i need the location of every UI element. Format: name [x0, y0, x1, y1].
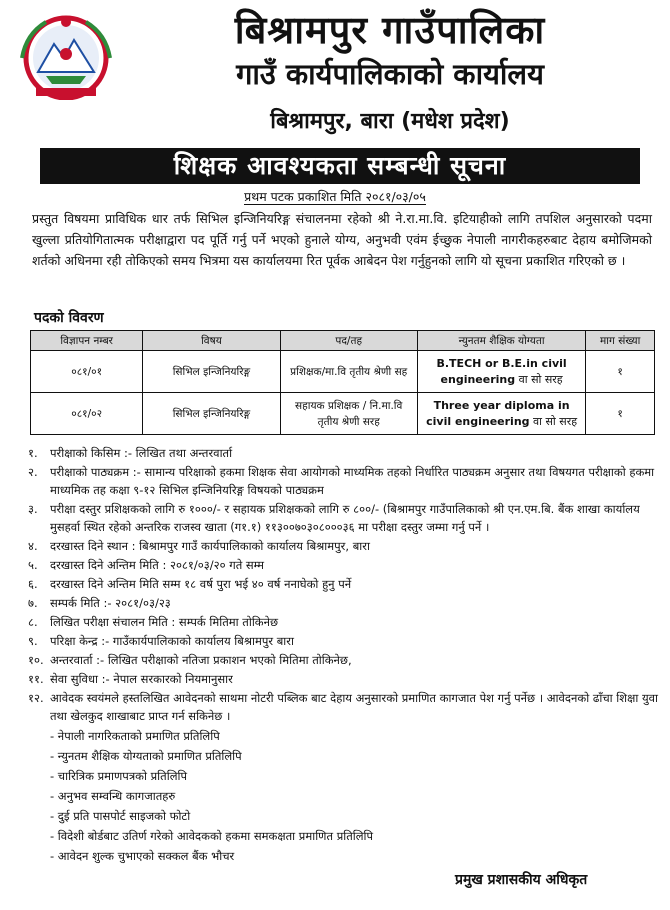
- list-item: ९. परिक्षा केन्द्र :- गाउँकार्यपालिकाको कार्यालय बिश्रामपुर बारा: [28, 634, 294, 648]
- list-item: ५. दरखास्त दिने अन्तिम मिति : २०८१/०३/२० गते सम्म: [28, 558, 264, 572]
- required-documents-list: [50, 726, 658, 866]
- position-cell: प्रशिक्षक/मा.वि तृतीय श्रेणी सह: [280, 351, 417, 393]
- document-item: - नेपाली नागरिकताको प्रमाणित प्रतिलिपि: [50, 729, 220, 743]
- list-item: ६. दरखास्त दिने अन्तिम मिति सम्म १८ वर्ष पुरा भई ४० वर्ष ननाघेको हुनु पर्ने: [28, 577, 352, 591]
- qualification-cell: Three year diploma in civil engineering वा सो सरह: [417, 393, 585, 435]
- posts-section-title: पदको विवरण: [34, 310, 104, 326]
- ad-number-cell: ०८१/०१: [31, 351, 143, 393]
- column-header: पद/तह: [280, 331, 417, 351]
- column-header: विज्ञापन नम्बर: [31, 331, 143, 351]
- list-item: ४. दरखास्त दिने स्थान : बिश्रामपुर गाउँ कार्यपालिकाको कार्यालय बिश्रामपुर, बारा: [28, 539, 370, 553]
- qualification-cell: B.TECH or B.E.in civil engineering वा सो सरह: [417, 351, 585, 393]
- publication-date: प्रथम पटक प्रकाशित मिति २०८१/०३/०५: [244, 189, 426, 204]
- count-cell: १: [586, 351, 655, 393]
- list-item: १०. अन्तरवार्ता :- लिखित परीक्षाको नतिजा प्रकाशन भएको मितिमा तोकिनेछ,: [28, 653, 352, 667]
- document-item: - आवेदन शुल्क चुभाएको सक्कल बैंक भौचर: [50, 849, 235, 863]
- list-item: ३. परीक्षा दस्तुर प्रशिक्षकको लागि रु १०००/- र सहायक प्रशिक्षकको लागि रु ८००/- (बिश्रामपुर गाउँपालिकाको श्री एन.एम.बि. बैंक शाखा कार्यालय मुसहर्वा स्थित रहेको अन्तरिक राजस्व खाता (ग१.१) ११३००७०३०८०००३६ मा परीक्षा दस्तुर जम्मा गर्नु पर्ने ।: [28, 502, 640, 534]
- office-title: गाउँ कार्यपालिकाको कार्यालय: [236, 57, 544, 91]
- office-address: बिश्रामपुर, बारा (मधेश प्रदेश): [270, 109, 510, 134]
- table-header-row: [31, 331, 655, 351]
- ad-number-cell: ०८१/०२: [31, 393, 143, 435]
- document-item: - दुई प्रति पासपोर्ट साइजको फोटो: [50, 809, 191, 823]
- municipality-title: बिश्रामपुर गाउँपालिका: [234, 8, 546, 52]
- posts-table: [30, 330, 655, 435]
- signatory-title: प्रमुख प्रशासकीय अधिकृत: [455, 872, 588, 888]
- column-header: माग संख्या: [586, 331, 655, 351]
- list-item: ८. लिखित परीक्षा संचालन मिति : सम्पर्क मितिमा तोकिनेछ: [28, 615, 279, 629]
- position-cell: सहायक प्रशिक्षक / नि.मा.वि तृतीय श्रेणी सरह: [280, 393, 417, 435]
- conditions-list: [28, 444, 658, 866]
- table-row: [31, 351, 655, 393]
- list-item: १. परीक्षाको किसिम :- लिखित तथा अन्तरवार्ता: [28, 446, 233, 460]
- column-header: विषय: [143, 331, 280, 351]
- document-item: - अनुभव सम्वन्धि कागजातहरु: [50, 789, 176, 803]
- letterhead: [0, 0, 670, 150]
- list-item: १२. आवेदक स्वयंमले हस्तलिखित आवेदनको साथमा नोटरी पब्लिक बाट देहाय अनुसारको प्रमाणित कागजात पेश गर्नु पर्नेछ । आवेदनको ढाँचा शिक्षा युवा तथा खेलकुद शाखाबाट प्राप्त गर्न सकिनेछ ।: [28, 691, 658, 723]
- notice-banner: शिक्षक आवश्यकता सम्बन्धी सूचना: [40, 148, 640, 184]
- intro-paragraph: प्रस्तुत विषयमा प्राविधिक धार तर्फ सिभिल इन्जिनियरिङ्ग संचालनमा रहेको श्री ने.रा.मा.वि. इटियाहीको लागि तपशिल अनुसारको पदमा खुल्ला प्रतियोगितात्मक परीक्षाद्वारा पद पूर्ति गर्नु पर्ने भएको हुनाले योग्य, अनुभवी एवंम ईच्छुक नेपाली नागरीकहरुबाट देहाय बमोजिमको शर्तको अधिनमा रही तोकिएको समय भित्रमा यस कार्यालयमा रित पूर्वक आबेदन पेश गर्नुहुनको लागि यो सूचना प्रकाशित गरिएको छ ।: [32, 211, 652, 268]
- document-item: - न्युनतम शैक्षिक योग्यताको प्रमाणित प्रतिलिपि: [50, 749, 242, 763]
- list-item: ७. सम्पर्क मिति :- २०८१/०३/२३: [28, 596, 171, 610]
- document-item: - विदेशी बोर्डबाट उतिर्ण गरेको आवेदकको हकमा समकक्षता प्रमाणित प्रतिलिपि: [50, 829, 374, 843]
- list-item: ११. सेवा सुविधा :- नेपाल सरकारको नियमानुसार: [28, 672, 233, 686]
- subject-cell: सिभिल इन्जिनियरिङ्ग: [143, 393, 280, 435]
- subject-cell: सिभिल इन्जिनियरिङ्ग: [143, 351, 280, 393]
- column-header: न्युनतम शैक्षिक योग्यता: [417, 331, 585, 351]
- document-item: - चारित्रिक प्रमाणपत्रको प्रतिलिपि: [50, 769, 188, 783]
- list-item: २. परीक्षाको पाठ्यक्रम :- सामान्य परिक्षाको हकमा शिक्षक सेवा आयोगको माध्यमिक तहको निर्धारित पाठ्यक्रम अनुसार तथा विषयगत परीक्षाको हकमा माध्यमिक तह कक्षा ९-१२ सिभिल इन्जिनियरिङ्ग विषयको पाठ्यक्रम: [28, 465, 655, 497]
- count-cell: १: [586, 393, 655, 435]
- table-row: [31, 393, 655, 435]
- nepal-government-emblem-icon: [16, 14, 116, 100]
